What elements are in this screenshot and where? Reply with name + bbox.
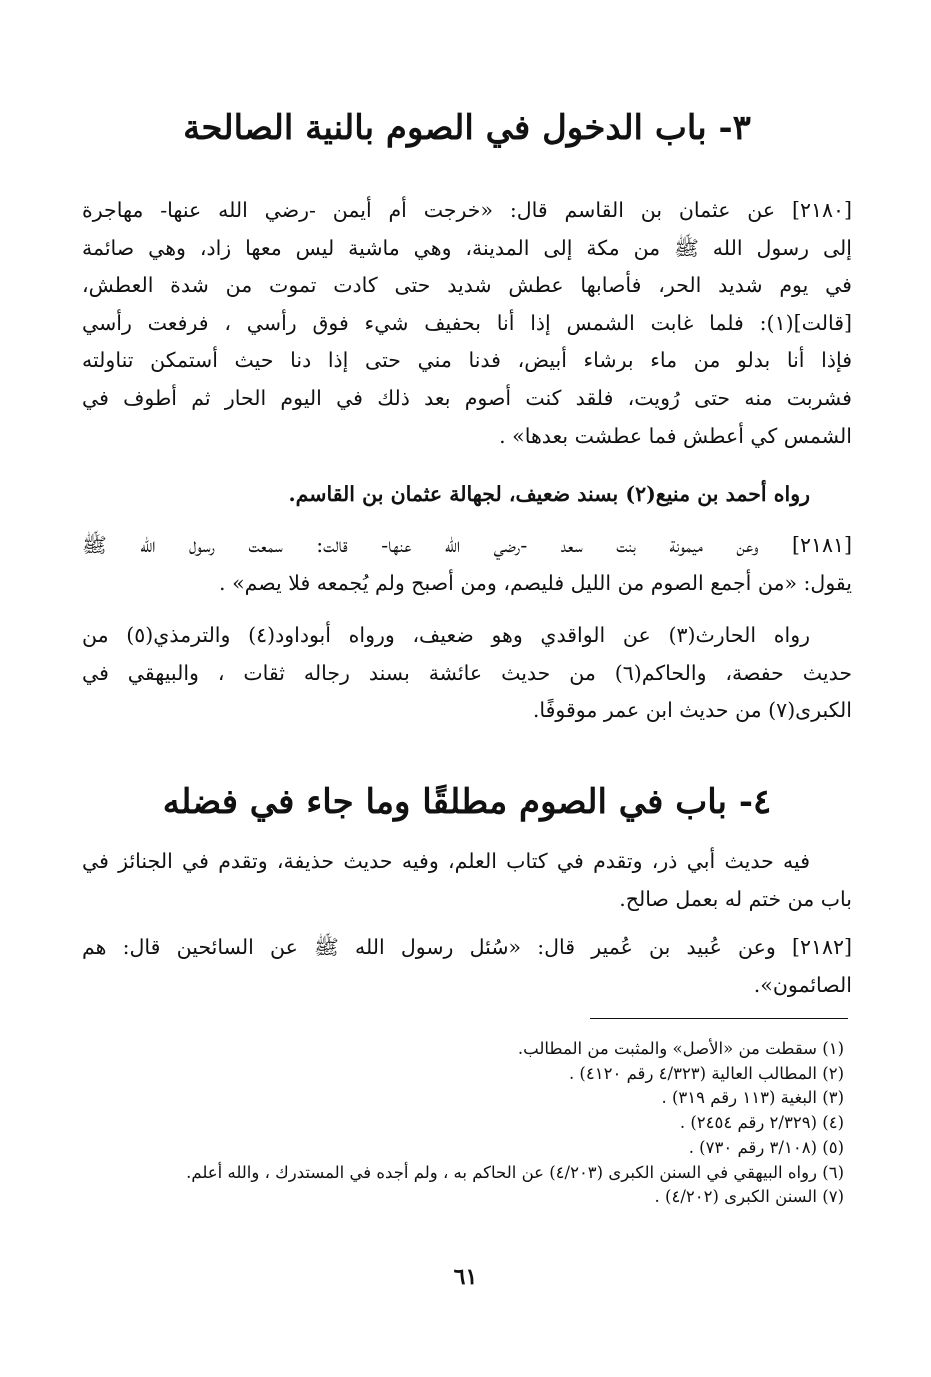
text-line: إلى رسول الله ﷺ من مكة إلى المدينة، وهي ماشية ليس معها زاد، وهي صائمة bbox=[82, 235, 852, 260]
footnote: (٢) المطالب العالية (٤/٣٢٣ رقم ٤١٢٠) . bbox=[568, 1063, 844, 1083]
footnote-divider bbox=[590, 1018, 848, 1019]
page-number: ٦١ bbox=[453, 1264, 478, 1290]
text-line: الكبرى(٧) من حديث ابن عمر موقوفًا. bbox=[532, 698, 852, 723]
text-line: الصائمون». bbox=[753, 972, 852, 997]
text-line: في يوم شديد الحر، فأصابها عطش شديد حتى كادت تموت من شدة العطش، bbox=[82, 273, 852, 298]
text-line: [قالت](١): فلما غابت الشمس إذا أنا بحفيف شيء فوق رأسي ، فرفعت رأسي bbox=[82, 310, 852, 335]
text-line: يقول: «من أجمع الصوم من الليل فليصم، ومن أصبح ولم يُجمعه فلا يصم» . bbox=[219, 570, 852, 595]
footnote: (٦) رواه البيهقي في السنن الكبرى (٤/٢٠٣) عن الحاكم به ، ولم أجده في المستدرك ، والله أعلم. bbox=[186, 1162, 844, 1182]
section-4-heading: ٤- باب في الصوم مطلقًا وما جاء في فضله bbox=[162, 782, 772, 822]
footnote: (٤) (٢/٣٢٩ رقم ٢٤٥٤) . bbox=[679, 1113, 844, 1133]
footnote: (٣) البغية (١١٣ رقم ٣١٩) . bbox=[661, 1088, 844, 1108]
text-line: [٢١٨١] وعن ميمونة بنت سعد -رضي الله عنها- قالت: سمعت رسول الله ﷺ bbox=[82, 533, 852, 557]
hadith-2182 bbox=[82, 929, 852, 1004]
hadith-2181 bbox=[82, 527, 852, 602]
text-line: حديث حفصة، والحاكم(٦) من حديث عائشة بسند رجاله ثقات ، والبيهقي في bbox=[82, 660, 852, 685]
text-line: [٢١٨٢] وعن عُبيد بن عُمير قال: «سُئل رسول الله ﷺ عن السائحين قال: هم bbox=[82, 935, 852, 959]
text-line: فإذا أنا بدلو من ماء برشاء أبيض، فدنا مني حتى إذا دنا حيث أستمكن تناولته bbox=[82, 348, 852, 373]
hadith-2180 bbox=[82, 192, 852, 455]
footnotes bbox=[82, 1037, 852, 1210]
text-line: رواه أحمد بن منيع(٢) بسند ضعيف، لجهالة عثمان بن القاسم. bbox=[288, 482, 810, 506]
text-line: فيه حديث أبي ذر، وتقدم في كتاب العلم، وفيه حديث حذيفة، وتقدم في الجنائز في bbox=[82, 849, 810, 873]
text-line: رواه الحارث(٣) عن الواقدي وهو ضعيف، ورواه أبوداود(٤) والترمذي(٥) من bbox=[82, 623, 810, 647]
section-3-heading: ٣- باب الدخول في الصوم بالنية الصالحة bbox=[183, 108, 751, 148]
text-line: فشربت منه حتى رُويت، فلقد كنت أصوم بعد ذلك في اليوم الحار ثم أطوف في bbox=[82, 385, 852, 410]
footnote: (٥) (٣/١٠٨ رقم ٧٣٠) . bbox=[688, 1137, 844, 1157]
hadith-2180-source bbox=[82, 476, 852, 514]
hadith-2181-source bbox=[82, 617, 852, 730]
text-line: [٢١٨٠] عن عثمان بن القاسم قال: «خرجت أم أيمن -رضي الله عنها- مهاجرة bbox=[82, 198, 852, 222]
footnote: (٧) السنن الكبرى (٤/٢٠٢) . bbox=[654, 1187, 844, 1207]
section-4-intro bbox=[82, 843, 852, 918]
text-line: باب من ختم له بعمل صالح. bbox=[619, 886, 852, 911]
footnote: (١) سقطت من «الأصل» والمثبت من المطالب. bbox=[517, 1039, 844, 1058]
text-line: الشمس كي أعطش فما عطشت بعدها» . bbox=[499, 423, 852, 448]
